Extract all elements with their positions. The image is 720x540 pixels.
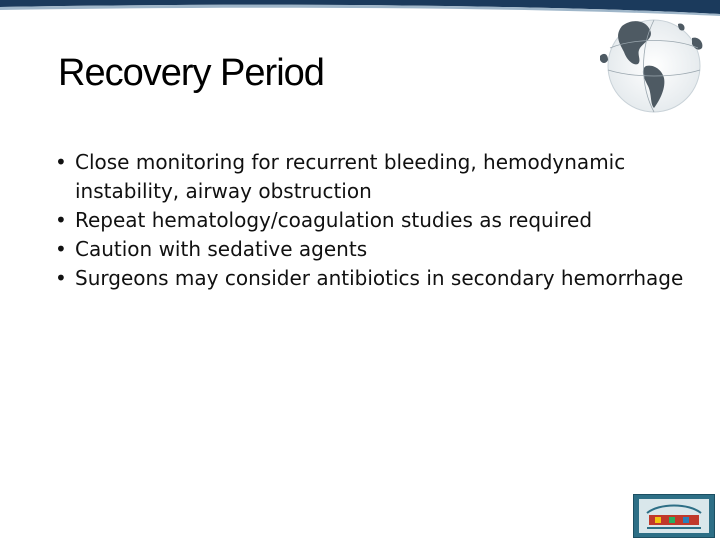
bullet-text: Repeat hematology/coagulation studies as required [75,208,593,232]
bullet-dot: • [55,266,67,290]
bullet-item [55,148,695,206]
bullet-text: Close monitoring for recurrent bleeding, hemodynamic instability, airway obstruction [75,150,626,203]
bullet-text: Caution with sedative agents [75,237,368,261]
logo-art-icon [639,499,709,533]
bullet-dot: • [55,237,67,261]
bullet-item [55,264,695,293]
bullet-item [55,206,695,235]
society-logo-icon [633,494,715,538]
bullet-text: Surgeons may consider antibiotics in secondary hemorrhage [75,266,684,290]
bullet-item [55,235,695,264]
bullet-dot: • [55,150,67,174]
logo-inner [639,499,709,533]
globe-icon [594,8,714,118]
slide-title: Recovery Period [58,52,324,94]
bullet-dot: • [55,208,67,232]
bullet-list [55,148,695,293]
